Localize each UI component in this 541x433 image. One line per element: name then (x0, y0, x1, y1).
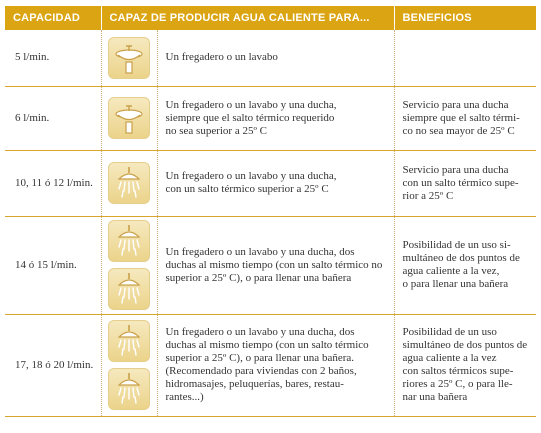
description-cell (157, 314, 394, 416)
benefit-cell (394, 150, 536, 216)
benefit-cell (394, 86, 536, 150)
description-line: superior a 25º C), o para llenar una bañera. (165, 352, 354, 364)
benefit-line: nar una bañera (402, 391, 468, 403)
benefit-line: siempre que el salto térmi- (402, 111, 520, 124)
benefit-cell (394, 30, 536, 86)
description-line: Un fregadero o un lavabo (165, 51, 278, 64)
benefit-cell (394, 314, 536, 416)
table-row (5, 314, 536, 416)
benefit-line: rior a 25º C (402, 189, 454, 202)
benefit-line: con un salto térmico supe- (402, 176, 519, 189)
description-line: Un fregadero o un lavabo y una ducha, (165, 170, 337, 182)
description-line: superior a 25º C), o para llenar una bañera (165, 271, 352, 284)
description-line: Un fregadero o un lavabo y una ducha, (165, 98, 337, 111)
benefit-line: con saltos térmicos supe- (402, 365, 514, 377)
benefit-line: Posibilidad de un uso (402, 326, 497, 338)
description-line: (Recomendado para viviendas con 2 baños, (165, 365, 357, 377)
benefit-line: Servicio para una ducha (402, 163, 509, 176)
header-benefits: BENEFICIOS (394, 6, 536, 30)
icon-cell (101, 30, 157, 86)
benefit-line: o para llenar una bañera (402, 278, 509, 290)
description-cell (157, 216, 394, 314)
icon-cell (101, 216, 157, 314)
capacity-cell: 14 ó 15 l/min. (5, 216, 101, 314)
description-line: no sea superior a 25º C (165, 124, 267, 137)
table-header-row (5, 6, 536, 30)
description-cell (157, 86, 394, 150)
description-cell (157, 150, 394, 216)
benefit-line: simultáneo de dos puntos de (402, 339, 528, 351)
description-line: duchas al mismo tiempo (con un salto térmico no (165, 258, 383, 271)
icon-cell (101, 150, 157, 216)
benefit-line: agua caliente a la vez (402, 352, 497, 364)
capacity-cell: 10, 11 ó 12 l/min. (5, 150, 101, 216)
table-row (5, 150, 536, 216)
capacity-cell: 6 l/min. (5, 86, 101, 150)
description-line: con un salto térmico superior a 25º C (165, 183, 329, 195)
icon-cell (101, 86, 157, 150)
benefit-line: co no sea mayor de 25º C (402, 124, 515, 137)
icon-cell (101, 314, 157, 416)
benefit-line: Posibilidad de un uso si- (402, 239, 511, 251)
benefit-line: riores a 25º C, o para lle- (402, 378, 513, 390)
sink-icon (108, 97, 150, 139)
description-line: Un fregadero o un lavabo y una ducha, dos (165, 245, 355, 258)
description-cell (157, 30, 394, 86)
shower-icon (108, 268, 150, 310)
shower-icon (108, 220, 150, 262)
capacity-cell: 5 l/min. (5, 30, 101, 86)
sink-icon (108, 37, 150, 79)
description-line: duchas al mismo tiempo (con un salto térmico (165, 339, 369, 351)
capacity-cell: 17, 18 ó 20 l/min. (5, 314, 101, 416)
description-line: Un fregadero o un lavabo y una ducha, dos (165, 326, 355, 338)
shower-icon (108, 368, 150, 410)
table-row (5, 216, 536, 314)
heater-capacity-table (5, 6, 536, 417)
header-capable: CAPAZ DE PRODUCIR AGUA CALIENTE PARA... (101, 6, 394, 30)
description-line: hidromasajes, peluquerías, bares, restau- (165, 378, 344, 390)
benefit-line: Servicio para una ducha (402, 98, 509, 111)
header-capacity: CAPACIDAD (5, 6, 101, 30)
benefit-line: multáneo de dos puntos de (402, 252, 520, 264)
shower-icon (108, 162, 150, 204)
table-row (5, 30, 536, 86)
table-row (5, 86, 536, 150)
benefit-cell (394, 216, 536, 314)
benefit-line: agua caliente a la vez, (402, 265, 500, 277)
description-line: siempre que el salto térmico requerido (165, 111, 335, 124)
shower-icon (108, 320, 150, 362)
description-line: rantes...) (165, 391, 204, 403)
